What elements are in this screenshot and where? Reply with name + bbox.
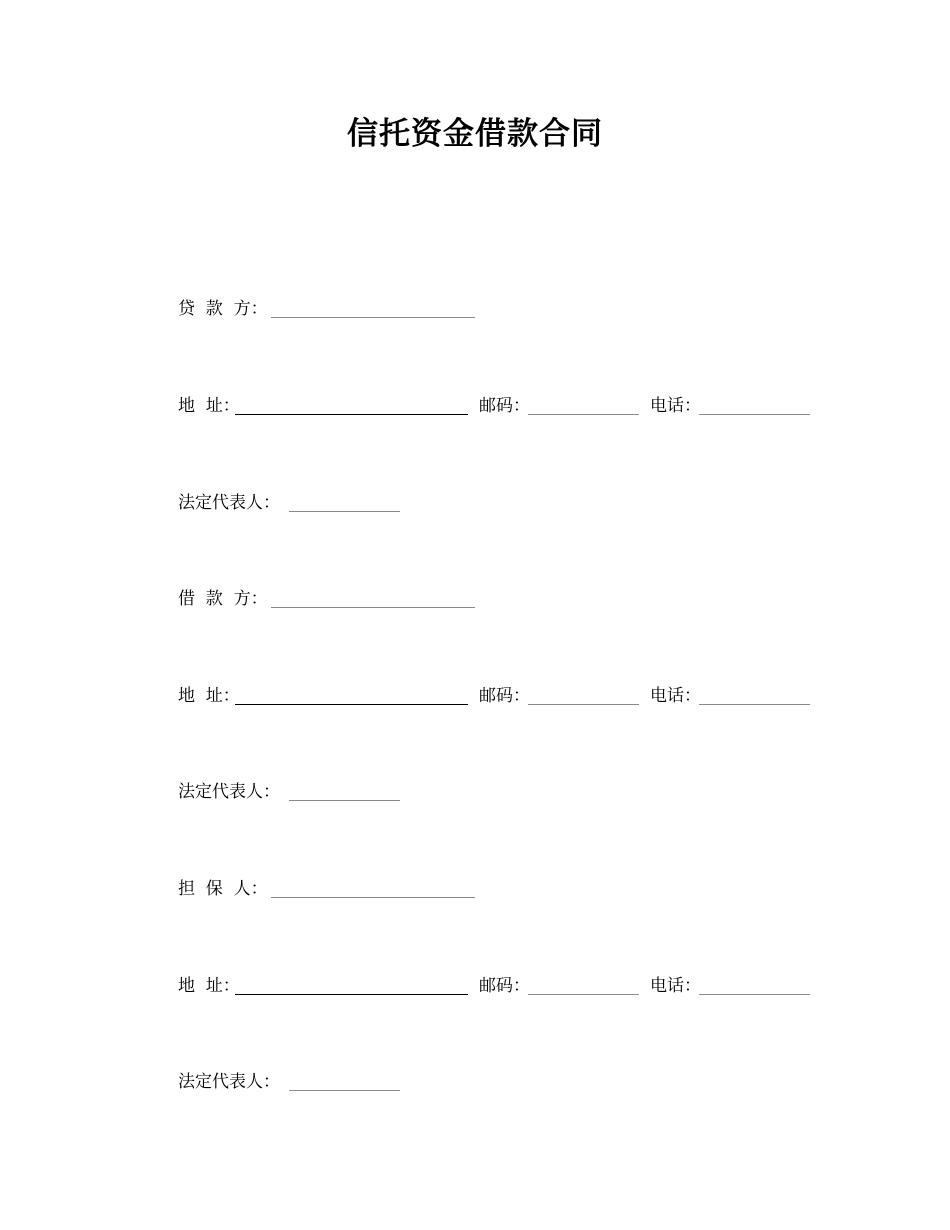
guarantor-address-label: 地 址： [178,976,240,996]
guarantor-address-blank[interactable] [235,994,468,995]
borrower-postcode-label: 邮码： [479,686,530,706]
lender-representative-label: 法定代表人： [178,493,280,513]
borrower-phone-blank[interactable] [699,704,810,705]
borrower-address-blank[interactable] [235,704,468,705]
borrower-representative-blank[interactable] [289,800,400,801]
lender-label: 贷 款 方： [178,299,268,319]
guarantor-blank[interactable] [271,897,475,898]
guarantor-label: 担 保 人： [178,879,268,899]
borrower-label: 借 款 方： [178,589,268,609]
guarantor-postcode-blank[interactable] [528,994,639,995]
lender-phone-blank[interactable] [699,414,810,415]
guarantor-phone-blank[interactable] [699,994,810,995]
guarantor-postcode-label: 邮码： [479,976,530,996]
lender-postcode-blank[interactable] [528,414,639,415]
document-title: 信托资金借款合同 [347,116,603,152]
lender-phone-label: 电话： [650,396,701,416]
guarantor-representative-blank[interactable] [289,1090,400,1091]
lender-representative-blank[interactable] [289,511,400,512]
lender-postcode-label: 邮码： [479,396,530,416]
borrower-blank[interactable] [271,607,475,608]
borrower-postcode-blank[interactable] [528,704,639,705]
borrower-phone-label: 电话： [650,686,701,706]
guarantor-phone-label: 电话： [650,976,701,996]
lender-blank[interactable] [271,317,475,318]
lender-address-blank[interactable] [235,414,468,415]
lender-address-label: 地 址： [178,396,240,416]
guarantor-representative-label: 法定代表人： [178,1072,280,1092]
borrower-representative-label: 法定代表人： [178,782,280,802]
borrower-address-label: 地 址： [178,686,240,706]
